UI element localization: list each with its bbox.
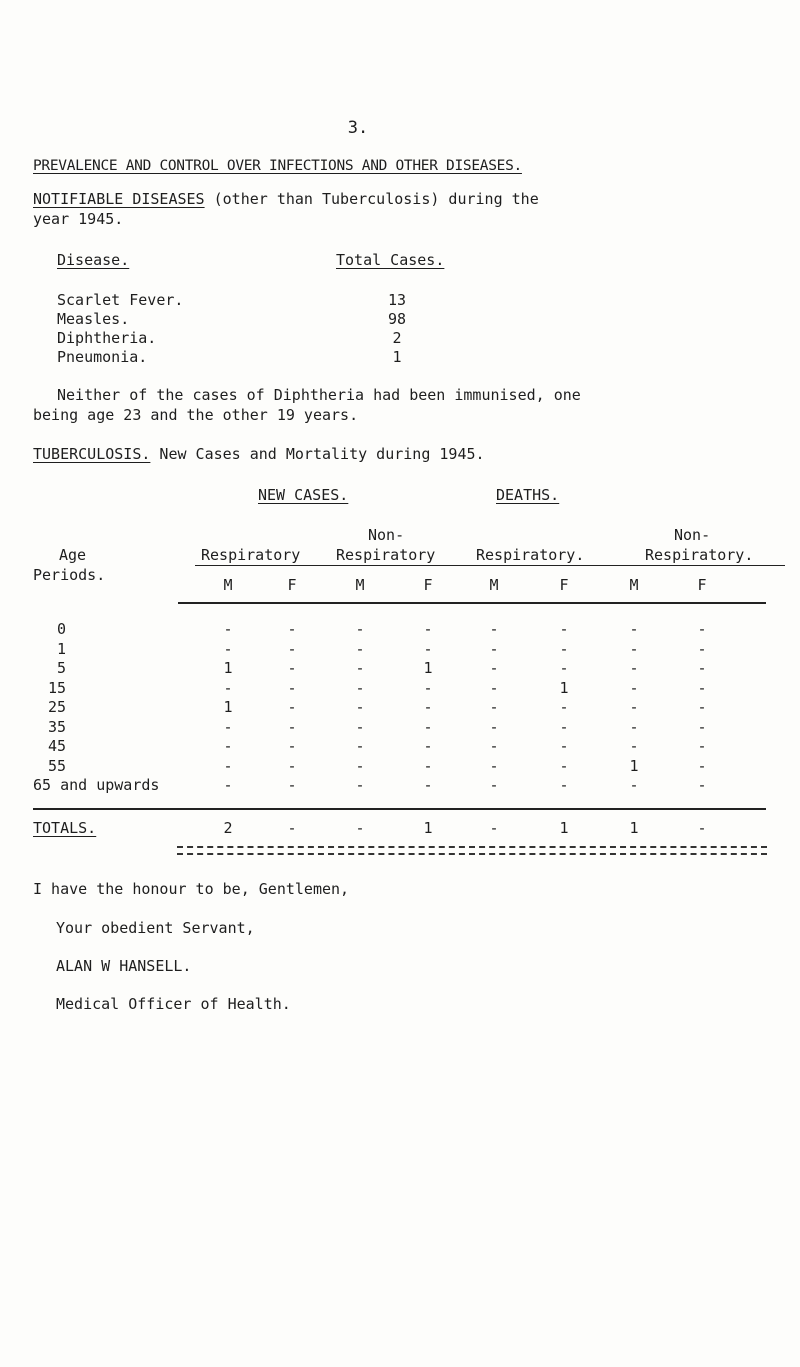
notifiable-title: NOTIFIABLE DISEASES — [33, 190, 205, 208]
table-cell: - — [223, 678, 233, 697]
age-period: 0 — [56, 620, 66, 638]
table-cell: - — [423, 776, 433, 794]
sex-header: M — [223, 576, 233, 594]
table-cell: - — [423, 756, 433, 775]
sex-header: F — [287, 576, 297, 594]
total-cell: 1 — [559, 819, 569, 837]
table-cell: - — [629, 639, 639, 658]
age-period: 45 — [47, 737, 66, 755]
sex-header: M — [355, 576, 365, 594]
table-cell: - — [697, 639, 707, 658]
group-non-respiratory-new: Respiratory — [336, 546, 436, 564]
table-cell: - — [287, 717, 297, 736]
group-underline — [195, 565, 785, 566]
table-cell: - — [355, 737, 365, 755]
non-label-1: Non- — [368, 526, 405, 544]
table-cell: - — [355, 776, 365, 794]
disease-name: Diphtheria. — [57, 329, 157, 347]
table-cell: - — [423, 737, 433, 755]
closing-line1: I have the honour to be, Gentlemen, — [33, 880, 350, 898]
disease-name: Measles. — [57, 310, 130, 328]
disease-cases: 13 — [387, 291, 407, 309]
table-cell: - — [355, 639, 365, 658]
disease-cases: 2 — [392, 329, 402, 347]
table-cell: - — [423, 639, 433, 658]
table-cell: - — [223, 776, 233, 794]
table-cell: - — [489, 756, 499, 775]
total-cell: - — [355, 819, 365, 837]
notifiable-intro-line2: year 1945. — [33, 210, 124, 228]
table-cell: - — [559, 717, 569, 736]
table-cell: - — [423, 620, 433, 638]
table-cell: - — [697, 678, 707, 697]
page-number: 3. — [347, 118, 369, 138]
table-cell: - — [423, 678, 433, 697]
group-respiratory-deaths: Respiratory. — [476, 546, 585, 564]
table-cell: - — [697, 756, 707, 775]
group-respiratory-new: Respiratory — [201, 546, 301, 564]
sex-header: F — [559, 576, 569, 594]
diphtheria-note-line2: being age 23 and the other 19 years. — [33, 406, 359, 424]
table-cell: - — [629, 678, 639, 697]
group-non-respiratory-deaths: Respiratory. — [645, 546, 754, 564]
table-cell: - — [355, 698, 365, 716]
table-cell: - — [489, 717, 499, 736]
table-cell: 1 — [559, 678, 569, 697]
table-cell: - — [223, 717, 233, 736]
table-cell: 1 — [223, 659, 233, 677]
disease-name: Scarlet Fever. — [57, 291, 184, 309]
deaths-header: DEATHS. — [496, 486, 560, 504]
table-cell: - — [223, 639, 233, 658]
total-cell: 2 — [223, 819, 233, 837]
table-cell: - — [629, 620, 639, 638]
age-period: 65 and upwards — [33, 776, 160, 794]
totals-label: TOTALS. — [33, 819, 97, 837]
table-cell: - — [559, 620, 569, 638]
table-cell: - — [559, 737, 569, 755]
signatory-name: ALAN W HANSELL. — [56, 957, 192, 975]
totals-top-rule — [33, 808, 766, 810]
notifiable-intro — [33, 190, 539, 208]
table-cell: - — [489, 698, 499, 716]
table-cell: - — [629, 717, 639, 736]
age-period: 35 — [47, 717, 66, 736]
table-cell: - — [355, 620, 365, 638]
table-cell: - — [287, 620, 297, 638]
tb-title-text: New Cases and Mortality during 1945. — [150, 445, 485, 463]
table-cell: - — [287, 698, 297, 716]
table-cell: - — [489, 678, 499, 697]
table-cell: - — [559, 698, 569, 716]
disease-cases: 98 — [387, 310, 407, 328]
table-cell: - — [287, 776, 297, 794]
table-cell: - — [629, 776, 639, 794]
table-cell: - — [355, 659, 365, 677]
age-period: 1 — [56, 639, 66, 658]
table-cell: - — [489, 620, 499, 638]
total-cell: 1 — [423, 819, 433, 837]
col-cases-header: Total Cases. — [336, 251, 445, 269]
total-cell: 1 — [629, 819, 639, 837]
table-cell: - — [697, 776, 707, 794]
table-cell: - — [287, 737, 297, 755]
table-cell: - — [559, 659, 569, 677]
table-cell: - — [629, 737, 639, 755]
table-cell: - — [489, 639, 499, 658]
totals-dashed-rule-1 — [177, 846, 767, 848]
table-cell: - — [355, 756, 365, 775]
table-cell: - — [697, 659, 707, 677]
table-cell: - — [629, 659, 639, 677]
table-cell: - — [355, 717, 365, 736]
tb-title: TUBERCULOSIS. — [33, 445, 151, 463]
age-period: 55 — [47, 756, 66, 775]
table-cell: 1 — [629, 756, 639, 775]
table-cell: - — [423, 698, 433, 716]
table-cell: - — [489, 737, 499, 755]
periods-header: Periods. — [33, 566, 106, 584]
table-cell: - — [697, 737, 707, 755]
table-cell: - — [697, 698, 707, 716]
table-cell: - — [697, 620, 707, 638]
table-cell: - — [697, 717, 707, 736]
age-period: 15 — [47, 678, 66, 697]
table-cell: - — [223, 756, 233, 775]
sex-header: F — [423, 576, 433, 594]
table-cell: - — [223, 620, 233, 638]
signatory-title: Medical Officer of Health. — [56, 995, 291, 1013]
age-header: Age — [59, 546, 87, 564]
non-label-2: Non- — [674, 526, 711, 544]
table-cell: - — [287, 678, 297, 697]
new-cases-header: NEW CASES. — [258, 486, 349, 504]
age-period: 25 — [47, 698, 66, 716]
table-cell: - — [629, 698, 639, 716]
table-cell: - — [559, 639, 569, 658]
table-cell: - — [489, 776, 499, 794]
table-cell: - — [287, 659, 297, 677]
table-cell: - — [223, 737, 233, 755]
notifiable-intro-text: (other than Tuberculosis) during the — [204, 190, 539, 208]
total-cell: - — [489, 819, 499, 837]
diphtheria-note-line1: Neither of the cases of Diphtheria had been immunised, one — [57, 386, 581, 404]
table-cell: - — [559, 756, 569, 775]
sex-header: M — [629, 576, 639, 594]
tb-intro — [33, 445, 485, 463]
table-cell: - — [489, 659, 499, 677]
sex-header: M — [489, 576, 499, 594]
age-period: 5 — [56, 659, 66, 677]
table-cell: - — [559, 776, 569, 794]
table-cell: - — [355, 678, 365, 697]
table-cell: - — [287, 756, 297, 775]
table-cell: 1 — [423, 659, 433, 677]
table-cell: - — [423, 717, 433, 736]
col-disease-header: Disease. — [57, 251, 130, 269]
header-rule — [178, 602, 766, 604]
closing-line2: Your obedient Servant, — [56, 919, 255, 937]
sex-header: F — [697, 576, 707, 594]
totals-dashed-rule-2 — [177, 853, 767, 855]
table-cell: 1 — [223, 698, 233, 716]
disease-cases: 1 — [392, 348, 402, 366]
total-cell: - — [287, 819, 297, 837]
total-cell: - — [697, 819, 707, 837]
section-heading: PREVALENCE AND CONTROL OVER INFECTIONS AND OTHER DISEASES. — [33, 158, 522, 174]
table-cell: - — [287, 639, 297, 658]
disease-name: Pneumonia. — [57, 348, 148, 366]
